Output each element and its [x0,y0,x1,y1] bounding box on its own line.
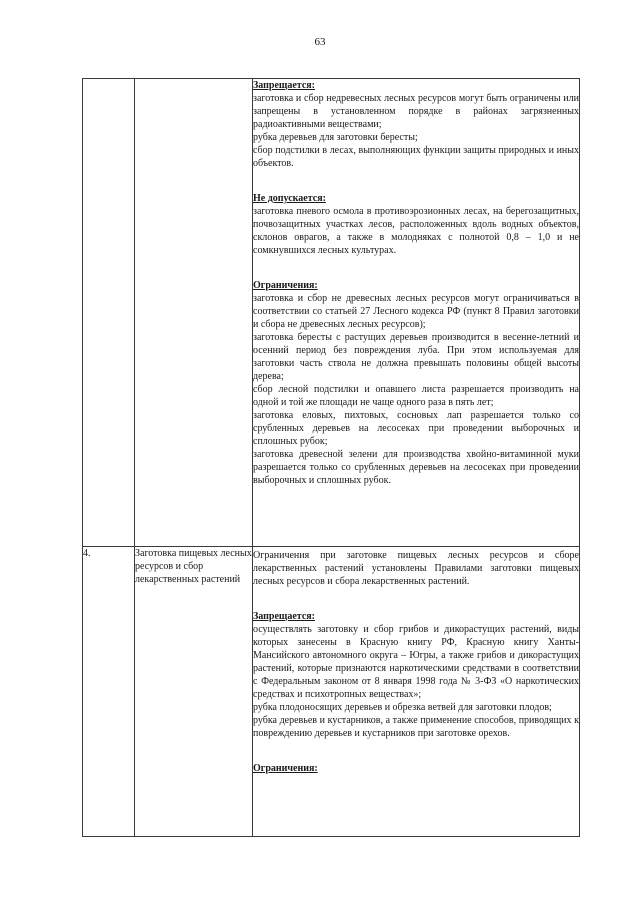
list-item: заготовка еловых, пихтовых, сосновых лап разрешается только со срубленных деревьев на лесосеках при проведении выборочных и сплошных рубок; [253,410,579,447]
list-item: рубка деревьев и кустарников, а также применение способов, приводящих к повреждению деревьев и кустарников при заготовке орехов. [253,715,579,739]
section-heading: Ограничения: [253,763,318,774]
page-number: 63 [314,36,326,48]
list-item: рубка деревьев для заготовки бересты; [253,132,418,143]
list-item: заготовка бересты с растущих деревьев производится в весенне-летний и осенний период без повреждения луба. При этом используемая для заготовки часть ствола не должна превышать половины общей высоты дерева; [253,332,579,382]
number-cell [83,79,135,547]
content-cell [253,79,580,547]
restrictions-table [82,78,580,837]
list-item: заготовка и сбор недревесных лесных ресурсов могут быть ограничены или запрещены в установленном порядке в районах загрязненных радиоактивными веществами; [253,93,579,130]
content-cell [253,547,580,837]
list-item: заготовка пневого осмола в противоэрозионных лесах, на берегозащитных, почвозащитных участках лесов, расположенных вдоль водных объектов, склонов оврагов, а также в молодняках с полнотой 0,8 – 1,0 и не сомкнувшихся лесных культурах. [253,206,579,256]
section-restrictions [253,762,579,775]
table-row [83,547,580,837]
list-item: сбор подстилки в лесах, выполняющих функции защиты природных и иных объектов. [253,145,579,169]
intro-paragraph: Ограничения при заготовке пищевых лесных ресурсов и сборе лекарственных растений установлены Правилами заготовки пищевых лесных ресурсов и сбора лекарственных растений. [253,550,579,587]
section-heading: Запрещается: [253,611,316,622]
section-restrictions [253,279,579,487]
section-not-allowed [253,192,579,257]
section-heading: Запрещается: [253,80,316,91]
list-item: заготовка и сбор не древесных лесных ресурсов могут ограничиваться в соответствии со статьей 27 Лесного кодекса РФ (пункт 8 Правил заготовки и сбора не древесных лесных ресурсов); [253,293,579,330]
section-heading: Ограничения: [253,280,318,291]
list-item: сбор лесной подстилки и опавшего листа разрешается производить на одной и той же площади не чаще одного раза в пять лет; [253,384,579,408]
section-prohibited [253,79,579,170]
table-row [83,79,580,547]
list-item: осуществлять заготовку и сбор грибов и дикорастущих растений, виды которых занесены в Красную книгу РФ, Красную книгу Ханты-Мансийского автономного округа – Югры, а также грибов и дикорастущих растений, которые признаются наркотическими средствами в соответствии с Федеральным законом от 8 января 1998 года № 3-ФЗ «О наркотических средствах и психотропных веществах»; [253,624,579,700]
row-number: 4. [83,547,135,837]
list-item: рубка плодоносящих деревьев и обрезка ветвей для заготовки плодов; [253,702,552,713]
section-prohibited [253,610,579,740]
list-item: заготовка древесной зелени для производства хвойно-витаминной муки разрешается только со срубленных деревьев на лесосеках при проведении выборочных и сплошных рубок. [253,449,579,486]
section-heading: Не допускается: [253,193,326,204]
row-name: Заготовка пищевых лесных ресурсов и сбор лекарственных растений [135,547,253,837]
name-cell [135,79,253,547]
